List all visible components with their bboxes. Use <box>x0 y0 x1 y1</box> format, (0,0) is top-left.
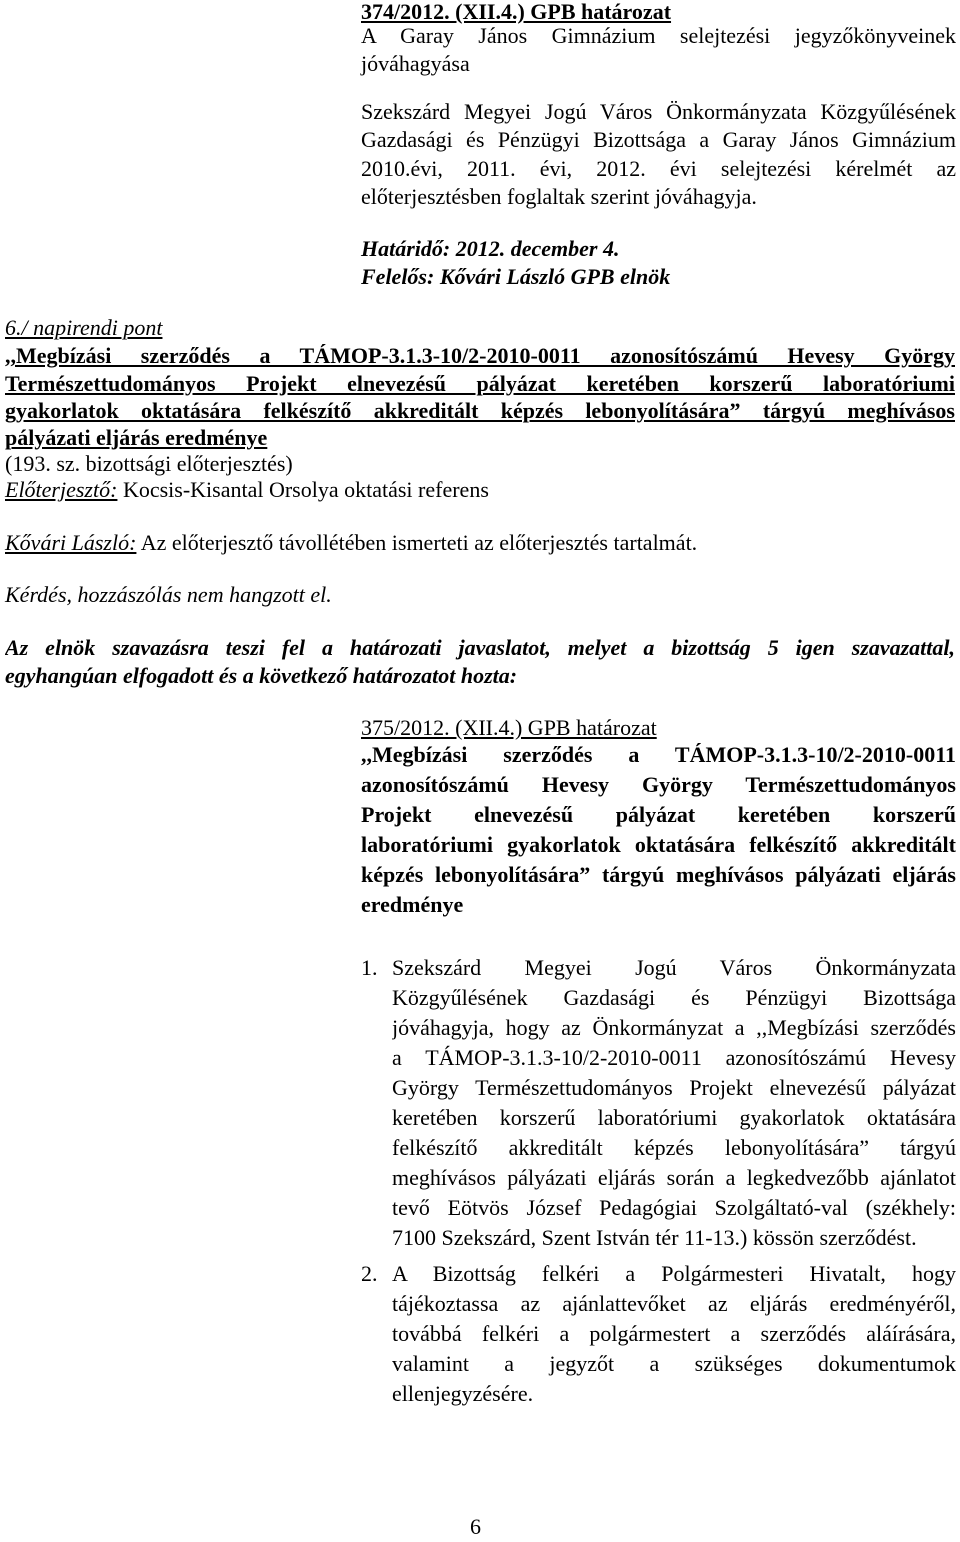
agenda-item-title-line: pályázati eljárás eredménye <box>5 425 268 450</box>
point-line: A Bizottság felkéri a Polgármesteri Hivatalt, hogy <box>392 1261 956 1286</box>
resolution-374-title-line: jóváhagyása <box>361 51 470 76</box>
point-line: jóváhagyja, hogy az Önkormányzat a ,,Megbízási szerződés <box>392 1015 956 1040</box>
resolution-374-title-line: A Garay János Gimnázium selejtezési jegyzőkönyveinek <box>361 23 956 48</box>
point-line: tájékoztassa az ajánlattevőket az eljárás eredményéről, <box>392 1291 956 1316</box>
speaker-text: Az előterjesztő távollétében ismerteti az előterjesztés tartalmát. <box>136 530 698 555</box>
resolution-374-number: 374/2012. (XII.4.) GPB határozat <box>361 0 672 24</box>
point-line: György Természettudományos Projekt elnevezésű pályázat <box>392 1075 956 1100</box>
speaker-label: Kővári László: <box>5 530 137 555</box>
presenter-name: Kocsis-Kisantal Orsolya oktatási referens <box>117 477 489 502</box>
point-line: valamint a jegyzőt a szükséges dokumentumok <box>392 1351 956 1376</box>
resolution-375-title-line: Projekt elnevezésű pályázat keretében korszerű <box>361 802 956 827</box>
point-line: továbbá felkéri a polgármestert a szerződés aláírására, <box>392 1321 956 1346</box>
resolution-375-title-line: eredménye <box>361 892 464 917</box>
point-number: 1. <box>361 955 378 980</box>
page-number: 6 <box>470 1514 481 1539</box>
resolution-374-body-line: 2010.évi, 2011. évi, 2012. évi selejtezési kérelmét az <box>361 156 956 181</box>
point-line: meghívásos pályázati eljárás során a legkedvezőbb ajánlatot <box>392 1165 956 1190</box>
point-line: keretében korszerű laboratóriumi gyakorlatok oktatására <box>392 1105 956 1130</box>
resolution-375-title-line: azonosítószámú Hevesy György Természettudományos <box>361 772 956 797</box>
resolution-374-responsible: Felelős: Kővári László GPB elnök <box>361 264 671 289</box>
agenda-item-heading: 6./ napirendi pont <box>5 315 163 340</box>
resolution-374-deadline: Határidő: 2012. december 4. <box>361 236 620 261</box>
resolution-374-body-line: Gazdasági és Pénzügyi Bizottsága a Garay János Gimnázium <box>361 127 956 152</box>
resolution-375-title-line: képzés lebonyolítására” tárgyú meghívásos pályázati eljárás <box>361 862 956 887</box>
presenter-line <box>5 475 955 505</box>
point-line: ellenjegyzésére. <box>392 1381 534 1406</box>
point-line: 7100 Szekszárd, Szent István tér 11-13.) kössön szerződést. <box>392 1225 917 1250</box>
questions-note: Kérdés, hozzászólás nem hangzott el. <box>5 582 332 607</box>
resolution-374-body-line: Szekszárd Megyei Jogú Város Önkormányzata Közgyűlésének <box>361 99 956 124</box>
point-line: Szekszárd Megyei Jogú Város Önkormányzata <box>392 955 956 980</box>
vote-statement-line: Az elnök szavazásra teszi fel a határozati javaslatot, melyet a bizottság 5 igen szavazattal, <box>5 635 955 660</box>
agenda-item-title-line: ,,Megbízási szerződés a TÁMOP-3.1.3-10/2-2010-0011 azonosítószámú Hevesy György <box>5 343 955 368</box>
resolution-375-title-line: laboratóriumi gyakorlatok oktatására felkészítő akkreditált <box>361 832 956 857</box>
presenter-label: Előterjesztő: <box>5 477 118 502</box>
point-line: tevő Eötvös József Pedagógiai Szolgáltató-val (székhely: <box>392 1195 956 1220</box>
vote-statement-line: egyhangúan elfogadott és a következő határozatot hozta: <box>5 663 518 688</box>
resolution-375-number: 375/2012. (XII.4.) GPB határozat <box>361 715 657 740</box>
resolution-375-title-line: ,,Megbízási szerződés a TÁMOP-3.1.3-10/2-2010-0011 <box>361 742 956 767</box>
agenda-item-title-line: gyakorlatok oktatására felkészítő akkreditált képzés lebonyolítására” tárgyú meghívásos <box>5 398 955 423</box>
agenda-item-title-line: Természettudományos Projekt elnevezésű pályázat keretében korszerű laboratóriumi <box>5 371 955 396</box>
point-number: 2. <box>361 1261 378 1286</box>
point-line: Közgyűlésének Gazdasági és Pénzügyi Bizottsága <box>392 985 956 1010</box>
submission-reference: (193. sz. bizottsági előterjesztés) <box>5 451 293 476</box>
resolution-374-body-line: előterjesztésben foglaltak szerint jóváhagyja. <box>361 184 757 209</box>
point-line: felkészítő akkreditált képzés lebonyolítására” tárgyú <box>392 1135 956 1160</box>
point-line: a TÁMOP-3.1.3-10/2-2010-0011 azonosítószámú Hevesy <box>392 1045 956 1070</box>
speaker-line <box>5 528 955 558</box>
